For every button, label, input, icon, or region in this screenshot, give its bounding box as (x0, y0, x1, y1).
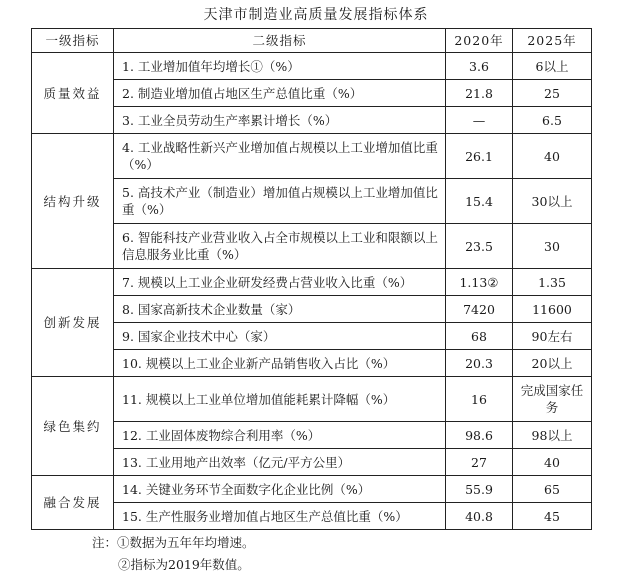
footnote-2 (92, 554, 255, 576)
indicator-name: 10. 规模以上工业企业新产品销售收入占比（%） (114, 350, 446, 377)
footnote-text-2: ②指标为2019年数值。 (118, 557, 250, 572)
header-2020: 2020年 (446, 29, 513, 53)
header-2025: 2025年 (513, 29, 592, 53)
value-2020: 98.6 (446, 422, 513, 449)
value-2025: 1.35 (513, 269, 592, 296)
table-row (32, 323, 592, 350)
value-2025: 45 (513, 503, 592, 530)
indicator-name: 5. 高技术产业（制造业）增加值占规模以上工业增加值比重（%） (114, 179, 446, 224)
value-2020: 27 (446, 449, 513, 476)
value-2025: 30以上 (513, 179, 592, 224)
value-2025: 40 (513, 449, 592, 476)
value-2020: — (446, 107, 513, 134)
value-2020: 3.6 (446, 53, 513, 80)
indicator-name: 2. 制造业增加值占地区生产总值比重（%） (114, 80, 446, 107)
indicator-name: 12. 工业固体废物综合利用率（%） (114, 422, 446, 449)
table-row (32, 53, 592, 80)
value-2020: 1.13② (446, 269, 513, 296)
value-2020: 21.8 (446, 80, 513, 107)
table-row (32, 107, 592, 134)
document-title: 天津市制造业高质量发展指标体系 (203, 7, 429, 23)
value-2020: 7420 (446, 296, 513, 323)
indicator-name: 11. 规模以上工业单位增加值能耗累计降幅（%） (114, 377, 446, 422)
value-2025: 40 (513, 134, 592, 179)
value-2020: 16 (446, 377, 513, 422)
value-2020: 20.3 (446, 350, 513, 377)
value-2025: 6以上 (513, 53, 592, 80)
value-2025: 30 (513, 224, 592, 269)
header-level1: 一级指标 (32, 29, 114, 53)
table-header-row (32, 29, 592, 53)
indicator-name: 7. 规模以上工业企业研发经费占营业收入比重（%） (114, 269, 446, 296)
indicator-name: 4. 工业战略性新兴产业增加值占规模以上工业增加值比重（%） (114, 134, 446, 179)
group-innovation: 创新发展 (32, 269, 114, 377)
table-row (32, 224, 592, 269)
indicator-name: 15. 生产性服务业增加值占地区生产总值比重（%） (114, 503, 446, 530)
value-2025: 65 (513, 476, 592, 503)
table-row (32, 179, 592, 224)
table-row (32, 350, 592, 377)
table-row (32, 269, 592, 296)
table-row (32, 377, 592, 422)
value-2025: 90左右 (513, 323, 592, 350)
table-row (32, 449, 592, 476)
footnotes (92, 532, 255, 576)
table-row (32, 476, 592, 503)
group-quality: 质量效益 (32, 53, 114, 134)
indicator-name: 14. 关键业务环节全面数字化企业比例（%） (114, 476, 446, 503)
table-row (32, 503, 592, 530)
indicator-name: 13. 工业用地产出效率（亿元/平方公里） (114, 449, 446, 476)
table-row (32, 80, 592, 107)
indicator-name: 8. 国家高新技术企业数量（家） (114, 296, 446, 323)
group-integration: 融合发展 (32, 476, 114, 530)
table-row (32, 422, 592, 449)
value-2025: 20以上 (513, 350, 592, 377)
value-2020: 55.9 (446, 476, 513, 503)
table-row (32, 134, 592, 179)
value-2025: 完成国家任务 (513, 377, 592, 422)
header-level2: 二级指标 (114, 29, 446, 53)
indicator-name: 1. 工业增加值年均增长①（%） (114, 53, 446, 80)
indicator-name: 3. 工业全员劳动生产率累计增长（%） (114, 107, 446, 134)
value-2020: 40.8 (446, 503, 513, 530)
indicator-table (31, 28, 592, 530)
value-2020: 15.4 (446, 179, 513, 224)
indicator-name: 9. 国家企业技术中心（家） (114, 323, 446, 350)
footnote-label: 注： (92, 535, 118, 550)
value-2025: 6.5 (513, 107, 592, 134)
indicator-name: 6. 智能科技产业营业收入占全市规模以上工业和限额以上信息服务业比重（%） (114, 224, 446, 269)
group-structure: 结构升级 (32, 134, 114, 269)
table-row (32, 296, 592, 323)
value-2020: 23.5 (446, 224, 513, 269)
value-2025: 11600 (513, 296, 592, 323)
value-2025: 25 (513, 80, 592, 107)
group-green: 绿色集约 (32, 377, 114, 476)
value-2020: 26.1 (446, 134, 513, 179)
footnote-1 (92, 532, 255, 554)
footnote-text-1: ①数据为五年年均增速。 (117, 535, 255, 550)
value-2020: 68 (446, 323, 513, 350)
value-2025: 98以上 (513, 422, 592, 449)
